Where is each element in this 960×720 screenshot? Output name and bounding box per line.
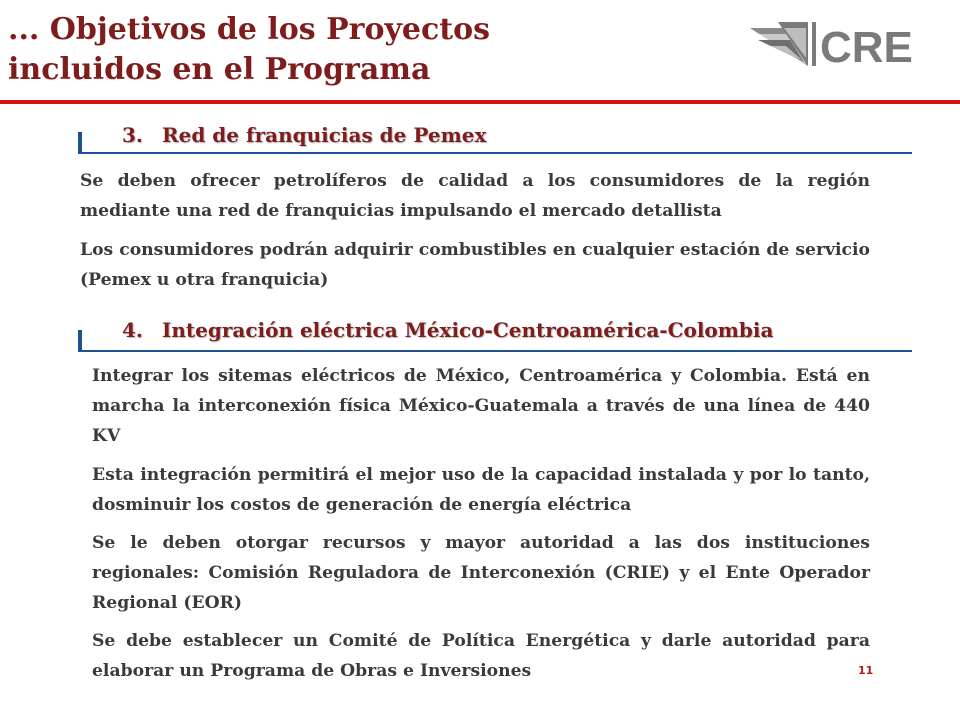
slide-title-line2: incluidos en el Programa	[8, 52, 431, 87]
title-rule	[0, 100, 960, 104]
slide-title-line1: ... Objetivos de los Proyectos	[8, 12, 491, 47]
section-heading-text: Red de franquicias de Pemex	[162, 123, 487, 147]
slide-title	[8, 10, 490, 90]
paragraph: Los consumidores podrán adquirir combustibles en cualquier estación de servicio (Pemex u otra franquicia)	[80, 240, 870, 290]
paragraph: Integrar los sitemas eléctricos de México, Centroamérica y Colombia. Está en marcha la interconexión física México-Guatemala a través de una línea de 440 KV	[92, 366, 870, 446]
paragraph: Se le deben otorgar recursos y mayor autoridad a las dos instituciones regionales: Comisión Reguladora de Interconexión (CRIE) y el Ente Operador Regional (EOR)	[92, 533, 870, 613]
section-number: 3.	[122, 123, 143, 147]
cre-logo-stripes-icon	[750, 22, 808, 66]
paragraph: Se deben ofrecer petrolíferos de calidad a los consumidores de la región mediante una red de franquicias impulsando el mercado detallista	[80, 171, 870, 221]
section-number: 4.	[122, 318, 143, 342]
cre-logo-text: CRE	[820, 23, 913, 70]
paragraph: Esta integración permitirá el mejor uso de la capacidad instalada y por lo tanto, dosminuir los costos de generación de energía eléctrica	[92, 465, 870, 515]
section-heading-franquicias	[122, 122, 486, 148]
section-rule	[80, 152, 912, 154]
section-marker	[78, 330, 82, 352]
page-number: 11	[858, 664, 874, 677]
section-marker	[78, 132, 82, 154]
cre-logo-divider	[812, 22, 816, 66]
section-rule	[80, 350, 912, 352]
section-heading-integracion	[122, 317, 773, 343]
section-heading-text: Integración eléctrica México-Centroamérica-Colombia	[162, 318, 774, 342]
cre-logo	[748, 18, 940, 70]
paragraph: Se debe establecer un Comité de Política Energética y darle autoridad para elaborar un Programa de Obras e Inversiones	[92, 631, 870, 681]
